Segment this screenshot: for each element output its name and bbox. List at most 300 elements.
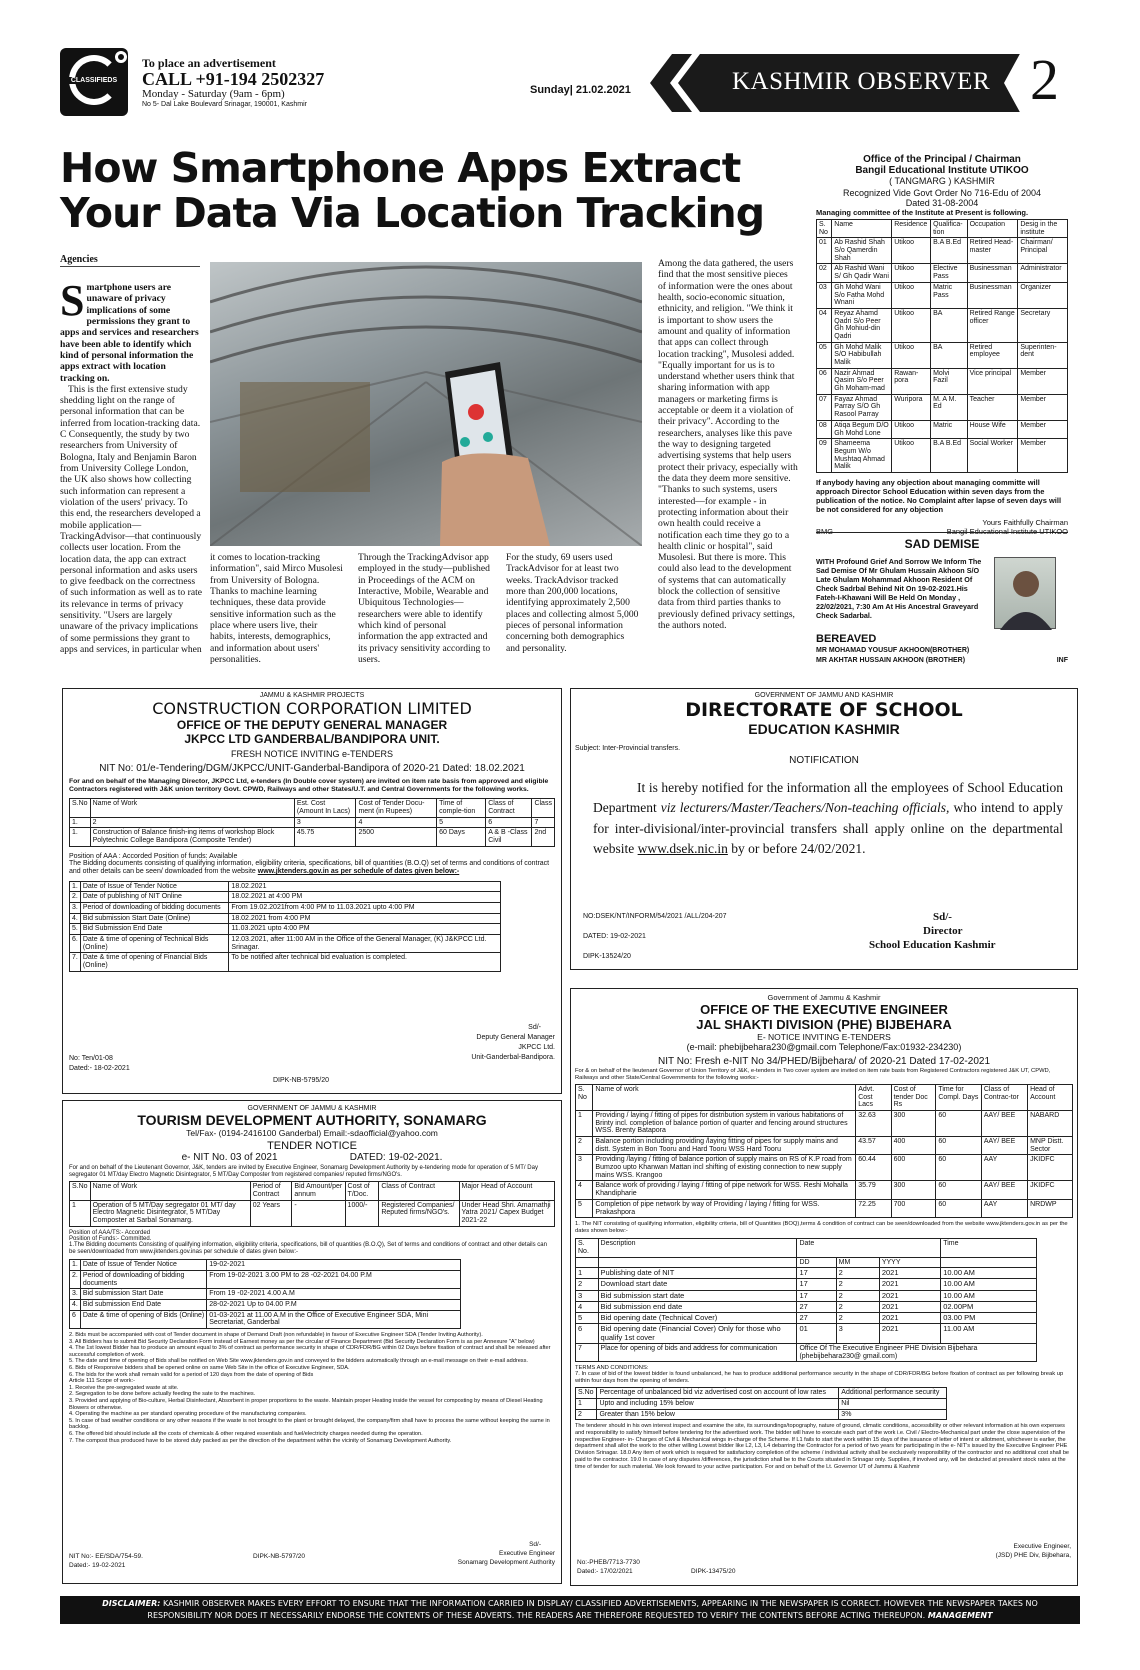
table-cell: Retired Head-master bbox=[967, 238, 1018, 264]
table-cell: 3. bbox=[70, 902, 81, 913]
table-cell: 5 bbox=[437, 817, 486, 828]
table-cell: 08 bbox=[817, 420, 832, 438]
term-item: 3. All Bidders has to submit Bid Security Declaration Form instead of Earnest money as per the circular of Finance Department (Bid Security Declaration Form is as per Annexure "A" below) bbox=[69, 1338, 535, 1345]
table-cell: 11.03.2021 upto 4:00 PM bbox=[229, 924, 501, 935]
term-item: 1. Receive the pre-segregated waste at site. bbox=[69, 1384, 179, 1391]
table-cell: 7 bbox=[576, 1343, 599, 1361]
phe-tender-notice: Government of Jammu & Kashmir OFFICE OF THE EXECUTIVE ENGINEER JAL SHAKTI DIVISION (PHE) BIJBEHARA E- NOTICE INVITING E-TENDERS (e-mail: phebijbehara230@gmail.com Telephone/Fax:01932-234230) NIT No: Fresh e-NIT No 34/PHED/Bijbehara/ of 2020-21 Dated 17-02-2021 For & on behalf of the lieutenant Governor of Union Territory of J&K, e-tenders in Two cover system are invited on item rate basis from Registered Contractors registered J&K UT, CPWD, Railways and other State/Central Governments for the following works:- S. No Name of work Advt. Cost Lacs Cost of tender Doc Rs Time for Compl. Days Class of Contrac-tor Head of Account 1 Providing / laying / fitting of pipes for distribution system in various habitations of Brinty incl. completion of balance portion of quarter and fencing around structures WSS. Brenty Batapora 32.63 300 60 AAY/ BEE NABARD 2 Balance portion including providing /laying fitting of pipes for supply mains and distt. System in Bon Tooru and Hard Tooru WSS Hard Tooru 43.57 400 60 AAY/ BEE MNP Distt. Sector 3 Providing /laying / fitting of balance portion of supply mains on RS of K.P road from Bumzoo upto Khanwan Mattan incl shifting of existing connection to new supply mains WSS. Krangoo 60.44 600 60 AAY JKIDFC 4 Balance work of providing / laying / fitting of pipe network for WSS. Reshi Mohalla Khandipharie 35.79 300 60 AAY/ BEE JKIDFC 5 Completion of pipe network by way of Providing / laying / fitting for WSS. Prakashpora 72.25 700 60 AAY NRDWP 1. The NIT consisting of qualifying information, eligibility criteria, bill of Quantities (BOQ),terms & condition of contract can be seen/downloaded from the website www.jktenders.gov.in as per the dates shown below:- S. No. Description Date Time DD MM YYYY 1 Publishing date of NIT 17 2 2021 10.00 AM 2 Download start date 17 2 2021 10.00 AM 3 Bid submission start date 17 2 2021 10.00 AM 4 Bid submission end date 27 2 2021 02.00PM 5 Bid opening date (Technical Cover) 27 2 2021 03.00 PM 6 Bid opening date (Financial Cover) Only for those who qualify 1st cover 01 3 2021 11.00 AM 7 Place for opening of bids and address for communication Office Of The Executive Engineer PHE Division Bijbehara (phebijbehara230@ gmail.com) TERMS AND CONDITIONS: 7. In case of bid of the lowest bidder is found unbalanced, he has to produce additional performance security in the shape of CDR/FDR/BG before fixation of contract as per following break up within four days from the opening of tenders. S.No Percentage of unbalanced bid viz advertised cost on account of low rates Additional performance security 1 Upto and including 15% below Nil 2 Greater than 15% below 3% The tenderer should in his own interest inspect and examine the site, its surroundings/topography, nature of ground, climatic conditions, accessibility or other relevant information at his own expenses and responsibility to satisfy himself before tendering for the advertised work. The bidder will have to execute each part of the work i.e. Civil / Electro-Mechanical part under the close supervision of the respective Engineer- in- Charges of Civil & Mechanical wings in-charge of the Scheme. If L1 fails to start the work within 15 days of the issuance of letter of intent or allotment, whichever is earlier, the department shall allot the work to the other willing Lowest bidder like L2, L3, L4 debarring the Contractor for a period of two years for participating in the e- NIT's issued by the Executive Engineer PHE Division Srinagar. 18.0 Any item of work which is required for satisfactory completion of the scheme / individual activity shall be exclusively responsibility of the contractor and no additional cost shall be paid to the contractor. 19.0 In case of any disputes /differences, the jurisdiction shall be to the Courts situated in Srinagar only. Supplies, if involved any, will be deducted at prevalent stock rates at the time of tender for such material. We look forward to your active participation. For and on behalf of the Lt. Governor UT of Jammu & Kashmir Executive Engineer, (JSD) PHE Div, Bijbehara, No:-PHEB/7713-7730 Dated:- 17/02/2021 DIPK-13475/20 bbox=[570, 988, 1078, 1586]
table-cell: Chairman/ Principal bbox=[1018, 238, 1068, 264]
table-row bbox=[70, 1260, 461, 1271]
table-cell: 5. bbox=[70, 924, 81, 935]
lead: martphone users are unaware of privacy implications of some permissions they grant to apps and services and researchers have been able to identify which kind of personal information the apps extract with location tracking on. bbox=[60, 282, 199, 384]
table-cell: 60 Days bbox=[437, 828, 486, 846]
table-cell: Period of downloading of bidding documents bbox=[80, 1270, 206, 1288]
table-cell: Secretary bbox=[1018, 308, 1068, 342]
table-row bbox=[70, 1299, 461, 1310]
table-row bbox=[576, 1257, 1037, 1268]
table-cell: Bid opening date (Financial Cover) Only for those who qualify 1st cover bbox=[598, 1324, 797, 1344]
table-cell: Vice principal bbox=[967, 368, 1018, 394]
table-cell: Class bbox=[532, 799, 555, 817]
classifieds-logo: CLASSIFIEDS bbox=[60, 48, 128, 116]
table-row bbox=[576, 1239, 1037, 1257]
table-cell: 4. bbox=[70, 913, 81, 924]
term-item: 4. The 1st lowest Bidder has to produce an amount equal to 3% of contract as performance security in shape of CDR/FDR/BG within 02 Days before fixation of contract and shall be released after successful completion of work. bbox=[69, 1345, 551, 1358]
table-cell bbox=[598, 1257, 797, 1268]
table-cell: S.No bbox=[70, 1182, 91, 1200]
term-item: 2. Bids must be accompanied with cost of Tender document in shape of Demand Draft (non refundable) in favour of Executive Engineer SDA (Tender Inviting Authority). bbox=[69, 1332, 483, 1338]
table-cell: 10.00 AM bbox=[941, 1290, 1037, 1301]
table-cell bbox=[941, 1257, 1037, 1268]
table-cell: Period of downloading of bidding documents bbox=[80, 902, 229, 913]
table-cell: Publishing date of NIT bbox=[598, 1268, 797, 1279]
table-cell: Class of Contract bbox=[486, 799, 532, 817]
table-row bbox=[70, 924, 501, 935]
disclaimer-bar: DISCLAIMER: KASHMIR OBSERVER MAKES EVERY EFFORT TO ENSURE THAT THE INFORMATION CARRIED IN DISPLAY/ CLASSIFIED ADVERTISEMENTS, APPEARING IN THE NEWSPAPER IS CORRECT. HOWEVER THE NEWSPAPER TAKES NO RESPONSIBILITY NOR DOES IT NECESSARILY ENDORSE THE CONTENTS OF THESE ADVERTS. THE READERS ARE THEREFORE REQUESTED TO VERIFY THE CONTENTS BEFORE ACTING THEREUPON. MANAGEMENT bbox=[60, 1596, 1080, 1624]
article-col-5: Among the data gathered, the users find that the most sensitive pieces of information were the ones about health, socio-economic situation, ethnicity, and religion. "We think it is important to show users the amount and quality of information that apps can collect through location tracking", Musolesi added. "Equally important for us is to understand whether users think that sharing information with app managers or marketing firms is acceptable or deem it a violation of their privacy". According to the researchers, analyses like this pave the way to designing targeted advertising systems that help users protect their privacy, especially with the data they deem more sensitive. "Thanks to such systems, users interested—for example - in protecting information about their own health could receive a notification each time they go to a health clinic or hospital", said Musolesi. But there is more. This could also lead to the development of systems that can automatically block the collection of sensitive data from third parties thanks to previously defined privacy settings, the authors noted. bbox=[658, 258, 798, 631]
table-cell: 1 bbox=[576, 1268, 599, 1279]
table-row bbox=[576, 1409, 947, 1420]
table-cell: AAY/ BEE bbox=[981, 1181, 1027, 1199]
table-cell: 2021 bbox=[879, 1279, 940, 1290]
table-row bbox=[70, 1200, 555, 1226]
table-cell: A & B -Class Civil bbox=[486, 828, 532, 846]
table-cell: 60 bbox=[936, 1155, 982, 1181]
table-cell: 2021 bbox=[879, 1268, 940, 1279]
table-cell: 600 bbox=[891, 1155, 936, 1181]
table-cell: Gh Mohd Wani S/o Fatha Mohd Wnani bbox=[832, 282, 892, 308]
table-cell: Name of Work bbox=[90, 1182, 250, 1200]
table-row bbox=[576, 1268, 1037, 1279]
table-cell: 300 bbox=[891, 1181, 936, 1199]
table-cell: Date & time of opening of Technical Bids (Online) bbox=[80, 934, 229, 952]
table-cell: Wuripora bbox=[892, 394, 931, 420]
table-cell: Utikoo bbox=[892, 308, 931, 342]
table-cell: Gh Mohd Malik S/O Habibullah Malik bbox=[832, 342, 892, 368]
table-row bbox=[70, 799, 555, 817]
table-row bbox=[576, 1084, 1073, 1110]
table-cell: 3 bbox=[294, 817, 356, 828]
table-cell: NABARD bbox=[1028, 1110, 1073, 1136]
table-cell: 3. bbox=[70, 1289, 81, 1300]
table-cell: 6 bbox=[576, 1324, 599, 1344]
table-cell: 2. bbox=[70, 892, 81, 903]
phe-dates-table bbox=[575, 1238, 1037, 1362]
jkpcc-work-table bbox=[69, 798, 555, 846]
table-cell: Est. Cost (Amount In Lacs) bbox=[294, 799, 356, 817]
jktenders-link[interactable]: www.jktenders.gov.in as per schedule of dates given below:- bbox=[257, 868, 460, 876]
table-row bbox=[576, 1388, 947, 1399]
table-cell: Time bbox=[941, 1239, 1037, 1257]
jkpcc-tender-notice: JAMMU & KASHMIR PROJECTS CONSTRUCTION CORPORATION LIMITED OFFICE OF THE DEPUTY GENERAL MANAGER JKPCC LTD GANDERBAL/BANDIPORA UNIT. FRESH NOTICE INVITING e-TENDERS NIT No: 01/e-Tendering/DGM/JKPCC/UNIT-Ganderbal-Bandipora of 2020-21 Dated: 18.02.2021 For and on behalf of the Managing Director, JKPCC Ltd, e-tenders (In Double cover system) are invited on item rate basis from approved and eligible Contractors registered with J&K union territory Govt. CPWD, Railways and other States/U.T. and Central Governments for the following works. S.No Name of Work Est. Cost (Amount In Lacs) Cost of Tender Docu-ment (in Rupees) Time of comple-tion Class of Contract Class 1. 2 3 4 5 6 7 1. Construction of Balance finish-ing items of workshop Block Polytechnic College Bandipora (Composite Tender) 45.75 2500 60 Days A & B -Class Civil 2nd Position of AAA : Accorded Position of funds: Available The Bidding documents consisting of qualifying information, eligibility criteria, specifications, bill of quantities (B.O.Q) set of terms and conditions of contract and other details can be seen/ downloaded from the website www.jktenders.gov.in as per schedule of dates given below:- 1. Date of Issue of Tender Notice 18.02.2021 2. Date of publishing of NIT Online 18.02.2021 at 4:00 PM 3. Period of downloading of bidding documents From 19.02.2021from 4:00 PM to 11.03.2021 upto 4:00 PM 4. Bid submission Start Date (Online) 18.02.2021 from 4:00 PM 5. Bid Submission End Date 11.03.2021 upto 4:00 PM 6. Date & time of opening of Technical Bids (Online) 12.03.2021, after 11:00 AM in the Office of the General Manager, (K) J&KPCC Ltd. Srinagar. 7. Date & time of opening of Financial Bids (Online) To be notified after technical bid evaluation is completed. Sd/- Deputy General Manager JKPCC Ltd. Unit-Ganderbal-Bandipora. No: Ten/01-08 Dated:- 18-02-2021 DIPK-NB-5795/20 bbox=[62, 688, 562, 1094]
table-cell: Atiqa Begum D/O Gh Mohd Lone bbox=[832, 420, 892, 438]
term-item: 7. The compost thus produced have to be stored duly packed as per the direction of the department within the vicinity of Sonamarg Development Authority. bbox=[69, 1437, 452, 1444]
table-cell: Date & time of opening of Financial Bids (Online) bbox=[80, 953, 229, 971]
dse-body: It is hereby notified for the information all the employees of School Education Department viz lecturers/Master/Teachers/Non-teaching officials, who intend to apply for inter-divisional/inter-provincial transfers shall apply online on the departmental website www.dsek.nic.in by or before 24/02/2021. bbox=[593, 780, 1064, 856]
dropcap: S bbox=[60, 282, 85, 325]
table-cell: Date bbox=[797, 1239, 941, 1257]
byline: Agencies bbox=[60, 254, 200, 267]
table-cell: Date of Issue of Tender Notice bbox=[80, 1260, 206, 1271]
table-cell: DD bbox=[797, 1257, 836, 1268]
table-cell: Utikoo bbox=[892, 420, 931, 438]
table-row bbox=[576, 1343, 1037, 1361]
table-cell: 60 bbox=[936, 1199, 982, 1217]
table-cell: 03 bbox=[817, 282, 832, 308]
table-cell: 02 bbox=[817, 264, 832, 282]
term-item: 6. The offered bid should include all the costs of chemicals & other required essentials and fuel/electricity charges needed during the operation. bbox=[69, 1430, 423, 1437]
tda-dates-table bbox=[69, 1259, 461, 1329]
term-item: 6. The bids for the work shall remain valid for a period of 120 days from the date of opening of Bids bbox=[69, 1371, 314, 1378]
table-cell: Utikoo bbox=[892, 264, 931, 282]
table-cell: 60.44 bbox=[856, 1155, 891, 1181]
table-cell: B.A B.Ed bbox=[931, 238, 968, 264]
table-cell: Bid submission End Date bbox=[80, 1299, 206, 1310]
table-cell: Businessman bbox=[967, 264, 1018, 282]
table-row bbox=[70, 828, 555, 846]
table-cell: Time for Compl. Days bbox=[936, 1084, 982, 1110]
table-cell bbox=[576, 1257, 599, 1268]
table-cell: AAY/ BEE bbox=[981, 1137, 1027, 1155]
table-cell: 10.00 AM bbox=[941, 1268, 1037, 1279]
table-cell: From 19.02.2021from 4:00 PM to 11.03.2021 upto 4:00 PM bbox=[229, 902, 501, 913]
table-cell: 6. bbox=[70, 934, 81, 952]
table-row bbox=[576, 1398, 947, 1409]
table-cell: 60 bbox=[936, 1137, 982, 1155]
table-cell: Providing / laying / fitting of pipes for distribution system in various habitations of Brinty incl. completion of balance portion of quarter and fencing around structures WSS. Brenty Batapora bbox=[593, 1110, 856, 1136]
dsek-link[interactable]: www.dsek.nic.in bbox=[637, 840, 728, 856]
table-cell: Member bbox=[1018, 394, 1068, 420]
table-cell: Date & time of opening of Bids (Online) bbox=[80, 1310, 206, 1328]
table-cell: 10.00 AM bbox=[941, 1279, 1037, 1290]
table-cell: 17 bbox=[797, 1268, 836, 1279]
table-cell: Balance work of providing / laying / fitting of pipe network for WSS. Reshi Mohalla Khandipharie bbox=[593, 1181, 856, 1199]
table-cell: 06 bbox=[817, 368, 832, 394]
table-cell: Superinten-dent bbox=[1018, 342, 1068, 368]
headline: How Smartphone Apps Extract Your Data Via Location Tracking bbox=[60, 144, 765, 237]
table-cell: 18.02.2021 bbox=[229, 881, 501, 892]
table-row bbox=[70, 1270, 461, 1288]
table-cell: Office Of The Executive Engineer PHE Division Bijbehara (phebijbehara230@ gmail.com) bbox=[797, 1343, 1037, 1361]
table-cell: Matric Pass bbox=[931, 282, 968, 308]
table-cell: 07 bbox=[817, 394, 832, 420]
table-cell: 4 bbox=[576, 1181, 593, 1199]
table-cell: AAY bbox=[981, 1155, 1027, 1181]
table-cell: 01 bbox=[817, 238, 832, 264]
table-cell: 2 bbox=[836, 1268, 879, 1279]
article-col-1 bbox=[60, 282, 202, 672]
table-cell: To be notified after technical bid evaluation is completed. bbox=[229, 953, 501, 971]
table-cell: 3 bbox=[836, 1324, 879, 1344]
table-cell: Date of publishing of NIT Online bbox=[80, 892, 229, 903]
table-cell: Providing /laying / fitting of balance portion of supply mains on RS of K.P road from Bumzoo upto Khanwan Mattan incl shifting of existing connection to new supply mains WSS. Krangoo bbox=[593, 1155, 856, 1181]
utikoo-notice: Office of the Principal / Chairman Bangil Educational Institute UTIKOO ( TANGMARG ) KASHMIR Recognized Vide Govt Order No 716-Edu of 2004 Dated 31-08-2004 Managing committee of the Institute at Present is following. S. No Name Residence Qualifica-tion Occupation Desig in the institute 01 Ab Rashid Shah S/o Qamerdin Shah Utikoo B.A B.Ed Retired Head-master Chairman/ Principal 02 Ab Rashid Wani S/ Gh Qadir Wani Utikoo Elective Pass Businessman Administrator 03 Gh Mohd Wani S/o Fatha Mohd Wnani Utikoo Matric Pass Businessman Organizer 04 Reyaz Ahamd Qadri S/o Peer Gh Mohiud-din Qadri Utikoo BA Retired Range officer Secretary 05 Gh Mohd Malik S/O Habibullah Malik Utikoo BA Retired employee Superinten-dent 06 Nazir Ahmad Qasim S/o Peer Gh Moham-mad Rawan-pora Molvi Fazil Vice principal Member 07 Fayaz Ahmad Parray S/O Gh Rasool Parray Wuripora M. A M. Ed Teacher Member 08 Atiqa Begum D/O Gh Mohd Lone Utikoo Matric House Wife Member 09 Shameema Begum W/o Mushtaq Ahmad Malik Utikoo B.A B.Ed Social Worker Member If anybody having any objection about managing committe will approach Director School Education within seven days from the publication of the notice. No Complaint after lapse of seven days will be not considered for any objection Yours Faithfully Chairman BMG Bangil Educational Institute UTIKOO bbox=[816, 154, 1068, 536]
article-col-4: For the study, 69 users used TrackAdvisor for at least two weeks. TrackAdvisor tracked more than 200,000 locations, identifying approximately 2,500 places and collecting almost 5,000 pieces of personal information concerning both demographics and personality. bbox=[506, 552, 639, 654]
table-cell: Construction of Balance finish-ing items of workshop Block Polytechnic College Bandipora (Composite Tender) bbox=[90, 828, 294, 846]
table-row bbox=[70, 1289, 461, 1300]
deceased-photo bbox=[994, 557, 1056, 629]
table-cell: Percentage of unbalanced bid viz advertised cost on account of low rates bbox=[597, 1388, 839, 1399]
table-cell: Retired Range officer bbox=[967, 308, 1018, 342]
table-cell: 5 bbox=[576, 1199, 593, 1217]
table-cell: JKIDFC bbox=[1028, 1181, 1073, 1199]
table-cell: 3 bbox=[576, 1155, 593, 1181]
table-row bbox=[817, 394, 1068, 420]
table-cell: 43.57 bbox=[856, 1137, 891, 1155]
table-cell: 2 bbox=[576, 1279, 599, 1290]
table-cell: 1. bbox=[70, 1260, 81, 1271]
table-row bbox=[576, 1181, 1073, 1199]
table-cell: Under Head Shri. Amarnathji Yatra 2021/ Capex Budget 2021-22 bbox=[459, 1200, 555, 1226]
table-cell: 2 bbox=[576, 1409, 597, 1420]
table-cell: 2 bbox=[836, 1279, 879, 1290]
table-cell: Ab Rashid Wani S/ Gh Qadir Wani bbox=[832, 264, 892, 282]
table-cell: AAY bbox=[981, 1199, 1027, 1217]
table-row bbox=[70, 913, 501, 924]
table-cell: Bid submission start date bbox=[598, 1290, 797, 1301]
table-cell: 2021 bbox=[879, 1301, 940, 1312]
table-cell: S. No bbox=[576, 1084, 593, 1110]
table-cell: Time of comple-tion bbox=[437, 799, 486, 817]
table-cell: 2021 bbox=[879, 1324, 940, 1344]
tda-terms bbox=[69, 1332, 555, 1444]
table-row bbox=[70, 953, 501, 971]
table-cell: 2 bbox=[836, 1301, 879, 1312]
table-cell: 45.75 bbox=[294, 828, 356, 846]
table-cell: Desig in the institute bbox=[1018, 220, 1068, 238]
page-number: 2 bbox=[1030, 47, 1059, 112]
table-cell: Elective Pass bbox=[931, 264, 968, 282]
article-col-2: it comes to location-tracking information", said Mirco Musolesi from University of Bologna. Thanks to machine learning techniques, these data provide sensitive information such as the place where users live, their habits, interests, demographics, and information about users' personalities. bbox=[210, 552, 343, 665]
table-cell: Utikoo bbox=[892, 342, 931, 368]
table-cell: 09 bbox=[817, 439, 832, 473]
table-cell: Businessman bbox=[967, 282, 1018, 308]
table-cell: From 19-02-2021 3.00 PM to 28 -02-2021 04.00 P.M bbox=[207, 1270, 461, 1288]
table-cell: Qualifica-tion bbox=[931, 220, 968, 238]
table-cell: Name of work bbox=[593, 1084, 856, 1110]
table-cell: Major Head of Account bbox=[459, 1182, 555, 1200]
table-cell: MNP Distt. Sector bbox=[1028, 1137, 1073, 1155]
table-cell: Reyaz Ahamd Qadri S/o Peer Gh Mohiud-din Qadri bbox=[832, 308, 892, 342]
term-item: Article 111 Scope of work:- bbox=[69, 1378, 136, 1385]
table-cell: 60 bbox=[936, 1181, 982, 1199]
table-row bbox=[576, 1199, 1073, 1217]
table-cell: Advt. Cost Lacs bbox=[856, 1084, 891, 1110]
table-cell: 2021 bbox=[879, 1313, 940, 1324]
table-cell: S. No bbox=[817, 220, 832, 238]
article-col-3: Through the TrackingAdvisor app employed in the study—published in Proceedings of the ACM on Interactive, Mobile, Wearable and Ubiquitous Technologies—researchers were able to identify which kind of personal information the app extracted and its privacy sensitivity according to users. bbox=[358, 552, 491, 665]
table-cell: 4 bbox=[576, 1301, 599, 1312]
table-cell: 32.63 bbox=[856, 1110, 891, 1136]
table-cell: 12.03.2021, after 11:00 AM in the Office of the General Manager, (K) J&KPCC Ltd. Srinagar. bbox=[229, 934, 501, 952]
table-cell: 18.02.2021 at 4:00 PM bbox=[229, 892, 501, 903]
table-cell: Period of Contract bbox=[250, 1182, 292, 1200]
table-cell: Social Worker bbox=[967, 439, 1018, 473]
table-cell: Fayaz Ahmad Parray S/O Gh Rasool Parray bbox=[832, 394, 892, 420]
table-cell: 35.79 bbox=[856, 1181, 891, 1199]
table-cell: Occupation bbox=[967, 220, 1018, 238]
advert-phone: CALL +91-194 2502327 bbox=[142, 69, 325, 89]
term-item: 6. Bids of Responsive bidders shall be opened online on same Web Site in the office of Executive Engineer, SDA. bbox=[69, 1364, 350, 1371]
table-cell: 6 bbox=[486, 817, 532, 828]
table-cell: 7. bbox=[70, 953, 81, 971]
table-cell: Rawan-pora bbox=[892, 368, 931, 394]
table-cell: Bid Amount/per annum bbox=[292, 1182, 345, 1200]
table-cell: Class of Contrac-tor bbox=[981, 1084, 1027, 1110]
table-row bbox=[70, 817, 555, 828]
jkpcc-dates-table bbox=[69, 881, 501, 972]
table-cell: Member bbox=[1018, 368, 1068, 394]
table-cell: 1. bbox=[70, 817, 91, 828]
table-cell: S.No bbox=[576, 1388, 597, 1399]
table-cell: Bid opening date (Technical Cover) bbox=[598, 1313, 797, 1324]
table-cell: 4 bbox=[356, 817, 437, 828]
table-cell: 2 bbox=[836, 1290, 879, 1301]
table-row bbox=[576, 1110, 1073, 1136]
phe-work-table bbox=[575, 1084, 1073, 1218]
table-cell: Retired employee bbox=[967, 342, 1018, 368]
table-cell: 3 bbox=[576, 1290, 599, 1301]
phe-unbalanced-table bbox=[575, 1387, 947, 1420]
table-cell: 3% bbox=[839, 1409, 947, 1420]
table-row bbox=[70, 1182, 555, 1200]
table-row bbox=[817, 420, 1068, 438]
table-cell: Class of Contract bbox=[379, 1182, 459, 1200]
table-row bbox=[576, 1290, 1037, 1301]
table-cell: 1 bbox=[576, 1398, 597, 1409]
article-photo bbox=[210, 262, 642, 546]
table-row bbox=[576, 1324, 1037, 1344]
table-cell: Utikoo bbox=[892, 439, 931, 473]
table-cell: 02 Years bbox=[250, 1200, 292, 1226]
tda-work-table bbox=[69, 1181, 555, 1226]
table-cell: Utikoo bbox=[892, 238, 931, 264]
table-cell: YYYY bbox=[879, 1257, 940, 1268]
table-cell: 1 bbox=[576, 1110, 593, 1136]
table-cell: Bid submission Start Date bbox=[80, 1289, 206, 1300]
table-row bbox=[576, 1313, 1037, 1324]
table-cell: Bid Submission End Date bbox=[80, 924, 229, 935]
table-row bbox=[576, 1301, 1037, 1312]
table-cell: 1. bbox=[70, 828, 91, 846]
tda-tender-notice: GOVERNMENT OF JAMMU & KASHMIR TOURISM DEVELOPMENT AUTHORITY, SONAMARG Tel/Fax- (0194-2416100 Ganderbal) Email:-sdaofficial@yahoo.com TENDER NOTICE e- NIT No. 03 of 2021 DATED: 19-02-2021. For and on behalf of the Lieutenant Governor, J&K, tenders are invited by Executive Engineer, Sonamarg Development Authority by e-tendering mode for operation of 5 MT/ Day segregator 01 MT/day Electro Magnetic Disintegrator, 5 MT/Day Composter from registered companies/ reputed firms/NGO's. S.No Name of Work Period of Contract Bid Amount/per annum Cost of T/Doc. Class of Contract Major Head of Account 1 Operation of 5 MT/Day segregator 01 MT/ day Electro Magnetic Disintegrator, 5 MT/Day Composter at Sarbal Sonamarg. 02 Years - 1000/- Registered Companies/ Reputed firms/NGO's. Under Head Shri. Amarnathji Yatra 2021/ Capex Budget 2021-22 Position of AAA/TS:- Accorded Position of Funds:- Committed. 1.The Bidding documents Consisting of qualifying information, eligibility criteria, specifications, bill of quantities (B.O.Q), Set of terms and conditions of contract and other details can be seen/downloaded from www.jktenders.gov.inas per schedule of dates given below:- 1. Date of Issue of Tender Notice 19-02-2021 2. Period of downloading of bidding documents From 19-02-2021 3.00 PM to 28 -02-2021 04.00 P.M 3. Bid submission Start Date From 19 -02-2021 4.00 A.M 4. Bid submission End Date 28-02-2021 Up to 04.00 P.M 6 Date & time of opening of Bids (Online) 01-03-2021 at 11.00 A.M in the Office of Executive Engineer SDA, Mini Secretariat, Ganderbal 2. Bids must be accompanied with cost of Tender document in shape of Demand Draft (non refundable) in favour of Executive Engineer SDA (Tender Inviting Authority). 3. All Bidders has to submit Bid Security Declaration Form instead of Earnest money as per the circular of Finance Department (Bid Security Declaration Form is as per Annexure "A" below) 4. The 1st lowest Bidder has to produce an amount equal to 3% of contract as performance security in shape of CDR/FDR/BG within 02 Days before fixation of contract and shall be released after successful completion of work. 5. The date and time of opening of Bids shall be notified on Web Site www.jktenders.gov.in and conveyed to the bidders automatically through an e-mail message on their e-mail address. 6. Bids of Responsive bidders shall be opened online on same Web Site in the office of Executive Engineer, SDA. 6. The bids for the work shall remain valid for a period of 120 days from the date of opening of Bids Article 111 Scope of work:- 1. Receive the pre-segregated waste at site. 2. Segregation to be done before actually feeding the sate to the machines. 3. Provided and applying of Bio-culture, Herbal Disinfectant, Absorbent in proper proportions to the waste. Maintain proper Heating inside the vessel for composting by means of Diesel Heating Blowers or otherwise. 4. Operating the machine as per standard operating procedure of the manufacturing companies. 5. In case of bad weather conditions or any other reasons if the waste is not brought to the plant or brought delayed, the company/firm shall have to process the same without keeping the same in backlog. 6. The offered bid should include all the costs of chemicals & other required essentials and fuel/electricity charges needed during the operation. 7. The compost thus produced have to be stored duly packed as per the direction of the department within the vicinity of Sonamarg Development Authority. Sd/- Executive Engineer Sonamarg Development Authority NIT No:- EE/SDA/754-59. Dated:- 19-02-2021 DIPK-NB-5797/20 bbox=[62, 1100, 562, 1584]
table-cell: Nazir Ahmad Qasim S/o Peer Gh Moham-mad bbox=[832, 368, 892, 394]
table-cell: 60 bbox=[936, 1110, 982, 1136]
table-cell: Greater than 15% below bbox=[597, 1409, 839, 1420]
advert-hours: Monday - Saturday (9am - 6pm) bbox=[142, 88, 285, 100]
table-cell: - bbox=[292, 1200, 345, 1226]
table-cell: Cost of Tender Docu-ment (in Rupees) bbox=[356, 799, 437, 817]
table-row bbox=[576, 1155, 1073, 1181]
table-cell: Organizer bbox=[1018, 282, 1068, 308]
table-cell: 1. bbox=[70, 881, 81, 892]
table-cell: 27 bbox=[797, 1313, 836, 1324]
table-cell: From 19 -02-2021 4.00 A.M bbox=[207, 1289, 461, 1300]
table-cell: 400 bbox=[891, 1137, 936, 1155]
table-cell: 700 bbox=[891, 1199, 936, 1217]
table-cell: Matric bbox=[931, 420, 968, 438]
table-row bbox=[817, 220, 1068, 238]
table-cell: 2nd bbox=[532, 828, 555, 846]
table-cell: 03.00 PM bbox=[941, 1313, 1037, 1324]
table-row bbox=[817, 238, 1068, 264]
table-cell: 7 bbox=[532, 817, 555, 828]
table-cell: Utikoo bbox=[892, 282, 931, 308]
dse-notification: GOVERNMENT OF JAMMU AND KASHMIR DIRECTORATE OF SCHOOL EDUCATION KASHMIR Subject: Inter-Provincial transfers. NOTIFICATION It is hereby notified for the information all the employees of School Education Department viz lecturers/Master/Teachers/Non-teaching officials, who intend to apply for inter-divisional/inter-provincial transfers shall apply online on the departmental website www.dsek.nic.in by or before 24/02/2021. NO:DSEK/NT/INFORM/54/2021 /ALL/204-207 DATED: 19-02-2021 DIPK-13524/20 Sd/- Director School Education Kashmir bbox=[570, 688, 1078, 970]
table-row bbox=[70, 1310, 461, 1328]
table-cell: 4. bbox=[70, 1299, 81, 1310]
table-cell: 01-03-2021 at 11.00 A.M in the Office of Executive Engineer SDA, Mini Secretariat, Ganderbal bbox=[207, 1310, 461, 1328]
table-cell: 2 bbox=[90, 817, 294, 828]
table-cell: Completion of pipe network by way of Providing / laying / fitting for WSS. Prakashpora bbox=[593, 1199, 856, 1217]
table-cell: Ab Rashid Shah S/o Qamerdin Shah bbox=[832, 238, 892, 264]
term-item: 3. Provided and applying of Bio-culture, Herbal Disinfectant, Absorbent in proper proportions to the waste. Maintain proper Heating inside the vessel for composting by means of Diesel Heating Blowers or otherwise. bbox=[69, 1397, 543, 1411]
table-row bbox=[70, 934, 501, 952]
table-cell: M. A M. Ed bbox=[931, 394, 968, 420]
table-row bbox=[576, 1279, 1037, 1290]
table-cell: S.No bbox=[70, 799, 91, 817]
table-cell: 1000/- bbox=[345, 1200, 379, 1226]
paper-name: KASHMIR OBSERVER bbox=[732, 68, 991, 95]
table-cell: 2 bbox=[836, 1313, 879, 1324]
table-cell: Download start date bbox=[598, 1279, 797, 1290]
table-cell: Member bbox=[1018, 420, 1068, 438]
term-item: 5. In case of bad weather conditions or any other reasons if the waste is not brought to the plant or brought delayed, the company/firm shall have to process the same without keeping the same in backlog. bbox=[69, 1417, 550, 1431]
term-item: 2. Segregation to be done before actually feeding the sate to the machines. bbox=[69, 1391, 256, 1398]
term-item: 5. The date and time of opening of Bids shall be notified on Web Site www.jktenders.gov.in and conveyed to the bidders automatically through an e-mail message on their e-mail address. bbox=[69, 1358, 528, 1365]
table-cell: 11.00 AM bbox=[941, 1324, 1037, 1344]
table-cell: 18.02.2021 from 4:00 PM bbox=[229, 913, 501, 924]
term-item: 4. Operating the machine as per standard operating procedure of the manufacturing companies. bbox=[69, 1411, 307, 1418]
issue-date: Sunday| 21.02.2021 bbox=[530, 84, 631, 96]
table-cell: Administrator bbox=[1018, 264, 1068, 282]
table-row bbox=[817, 439, 1068, 473]
table-cell: 28-02-2021 Up to 04.00 P.M bbox=[207, 1299, 461, 1310]
table-cell: Bid submission Start Date (Online) bbox=[80, 913, 229, 924]
table-cell: 2. bbox=[70, 1270, 81, 1288]
table-cell: Date of Issue of Tender Notice bbox=[80, 881, 229, 892]
table-row bbox=[576, 1137, 1073, 1155]
committee-table bbox=[816, 219, 1068, 473]
table-cell: Cost of T/Doc. bbox=[345, 1182, 379, 1200]
table-row bbox=[817, 264, 1068, 282]
table-row bbox=[70, 881, 501, 892]
table-cell: Operation of 5 MT/Day segregator 01 MT/ day Electro Magnetic Disintegrator, 5 MT/Day Composter at Sarbal Sonamarg. bbox=[90, 1200, 250, 1226]
table-cell: Member bbox=[1018, 439, 1068, 473]
col1-text: This is the first extensive study shedding light on the range of personal information that can be inferred from location-tracking data. C Consequently, the study by two researchers from University of Bologna, Italy and Benjamin Baron from University College London, the UK also shows how collecting such information can represent a violation of the users' privacy. To this end, the researchers developed a mobile application—TrackingAdvisor—that continuously collects user location. From the location data, the app can extract personal information and asks users to give feedback on the correctness of such information as well as to rate its relevance in terms of privacy sensitivity. "Users are largely unaware of the privacy implications of some permissions they grant to apps and services, in particular when bbox=[60, 383, 202, 655]
table-cell: 27 bbox=[797, 1301, 836, 1312]
table-cell: 6 bbox=[70, 1310, 81, 1328]
sad-demise-notice: SAD DEMISE WITH Profound Grief And Sorrow We Inform The Sad Demise Of Mr Ghulam Hussain Akhoon S/O Late Ghulam Mohammad Akhoon Resident Of Check Sadrbal Behind Nit On 19-02-2021.His Fateh-I-Khawani Will Be Held On Monday , 22/02/2021, 7:30 Am At His Ancestral Graveyard Check Sadarbal. BEREAVED MR MOHAMAD YOUSUF AKHOON(BROTHER) MR AKHTAR HUSSAIN AKHOON (BROTHER) INF bbox=[816, 532, 1068, 670]
table-cell: B.A B.Ed bbox=[931, 439, 968, 473]
table-cell: 04 bbox=[817, 308, 832, 342]
table-cell: Residence bbox=[892, 220, 931, 238]
table-row bbox=[817, 282, 1068, 308]
table-cell: 5 bbox=[576, 1313, 599, 1324]
table-cell: Upto and including 15% below bbox=[597, 1398, 839, 1409]
table-cell: Place for opening of bids and address for communication bbox=[598, 1343, 797, 1361]
table-cell: Nil bbox=[839, 1398, 947, 1409]
table-cell: 17 bbox=[797, 1290, 836, 1301]
table-cell: 2500 bbox=[356, 828, 437, 846]
table-cell: 300 bbox=[891, 1110, 936, 1136]
table-row bbox=[70, 902, 501, 913]
table-cell: Name bbox=[832, 220, 892, 238]
table-cell: AAY/ BEE bbox=[981, 1110, 1027, 1136]
table-cell: NRDWP bbox=[1028, 1199, 1073, 1217]
table-cell: BA bbox=[931, 342, 968, 368]
table-cell: Shameema Begum W/o Mushtaq Ahmad Malik bbox=[832, 439, 892, 473]
table-row bbox=[817, 368, 1068, 394]
